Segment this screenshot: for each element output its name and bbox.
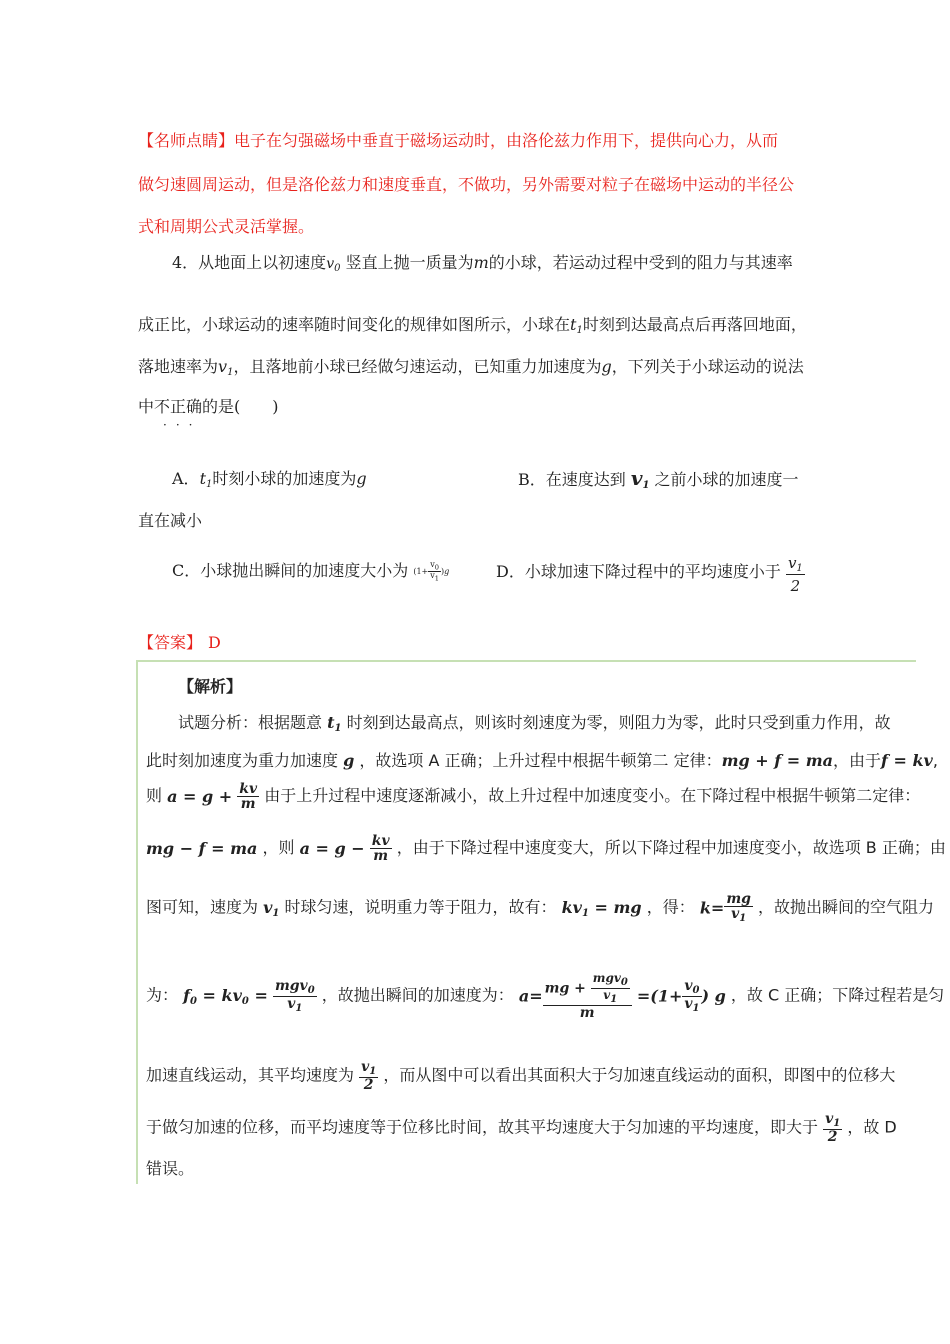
analysis-title: 【解析】 xyxy=(178,677,243,696)
option-a: A．$t_1$时刻小球的加速度为g xyxy=(172,469,367,490)
tip-line-1: 【名师点睛】电子在匀强磁场中垂直于磁场运动时，由洛伦兹力作用下，提供向心力，从而 xyxy=(138,131,779,150)
analysis-line-6: 为： $f_0 = kv_0$ = $\frac{mgv_0}{v_1}$ ，故抛出瞬间的加速度为： a= mg + $\frac{mgv_0}{v_1}$ m =(1+ $\frac{v_0}{v_1}$ ) g ，故 C 正确；下降过程若是匀 xyxy=(146,971,945,1021)
question-line-1: 4．从地面上以初速度$v_0$ 竖直上抛一质量为m的小球，若运动过程中受到的阻力与其速率 xyxy=(172,253,793,274)
analysis-box xyxy=(136,660,946,1184)
analysis-line-5: 图可知，速度为 $v_1$ 时球匀速，说明重力等于阻力，故有： $kv_1$ = mg ，得： k= $\frac{mg}{v_1}$ ，故抛出瞬间的空气阻力 xyxy=(146,891,935,924)
tip-line-2: 做匀速圆周运动，但是洛伦兹力和速度垂直，不做功，另外需要对粒子在磁场中运动的半径公 xyxy=(138,175,795,194)
option-c: C．小球抛出瞬间的加速度大小为 (1+ $\frac{v_0}{v_1}$ )g xyxy=(172,559,450,583)
analysis-line-9: 错误。 xyxy=(146,1159,195,1178)
option-b: B．在速度达到 $v_1$ 之前小球的加速度一 xyxy=(518,466,799,491)
analysis-line-2: 此时刻加速度为重力加速度 g ，故选项 A 正确；上升过程中根据牛顿第二 定律：mg + f = ma，由于f = kv, xyxy=(146,751,938,770)
analysis-line-3: 则 a = g + $\frac{kv}{m}$ 由于上升过程中速度逐渐减小，故上升过程中加速度变小。在下降过程中根据牛顿第二定律： xyxy=(146,781,921,812)
analysis-line-4: mg − f = ma ，则 a = g − $\frac{kv}{m}$ ，由于下降过程中速度变大，所以下降过程中加速度变小，故选项 B 正确；由 xyxy=(146,833,946,864)
question-line-3: 落地速率为$v_1$，且落地前小球已经做匀速运动，已知重力加速度为g，下列关于小球运动的说法 xyxy=(138,357,804,378)
option-b-cont: 直在减小 xyxy=(138,511,203,530)
emphasis-dots: ··· xyxy=(163,418,202,432)
tip-line-3: 式和周期公式灵活掌握。 xyxy=(138,217,315,236)
answer: 【答案】 D xyxy=(138,633,221,652)
analysis-line-7: 加速直线运动，其平均速度为 $\frac{v_1}{2}$ ，而从图中可以看出其面积大于匀加速直线运动的面积，即图中的位移大 xyxy=(146,1059,896,1093)
question-line-4: 中不正确的是( ) xyxy=(138,397,279,416)
analysis-line-8: 于做匀加速的位移，而平均速度等于位移比时间，故其平均速度大于匀加速的平均速度，即大于 $\frac{v_1}{2}$ ，故 D xyxy=(146,1111,897,1145)
option-d: D．小球加速下降过程中的平均速度小于 $\frac{v_1}{2}$ xyxy=(496,554,803,595)
analysis-line-1: 试题分析：根据题意 $t_1$ 时刻到达最高点，则该时刻速度为零，则阻力为零，此时只受到重力作用，故 xyxy=(178,713,891,734)
question-line-2: 成正比，小球运动的速率随时间变化的规律如图所示，小球在$t_1$时刻到达最高点后再落回地面， xyxy=(138,315,807,336)
